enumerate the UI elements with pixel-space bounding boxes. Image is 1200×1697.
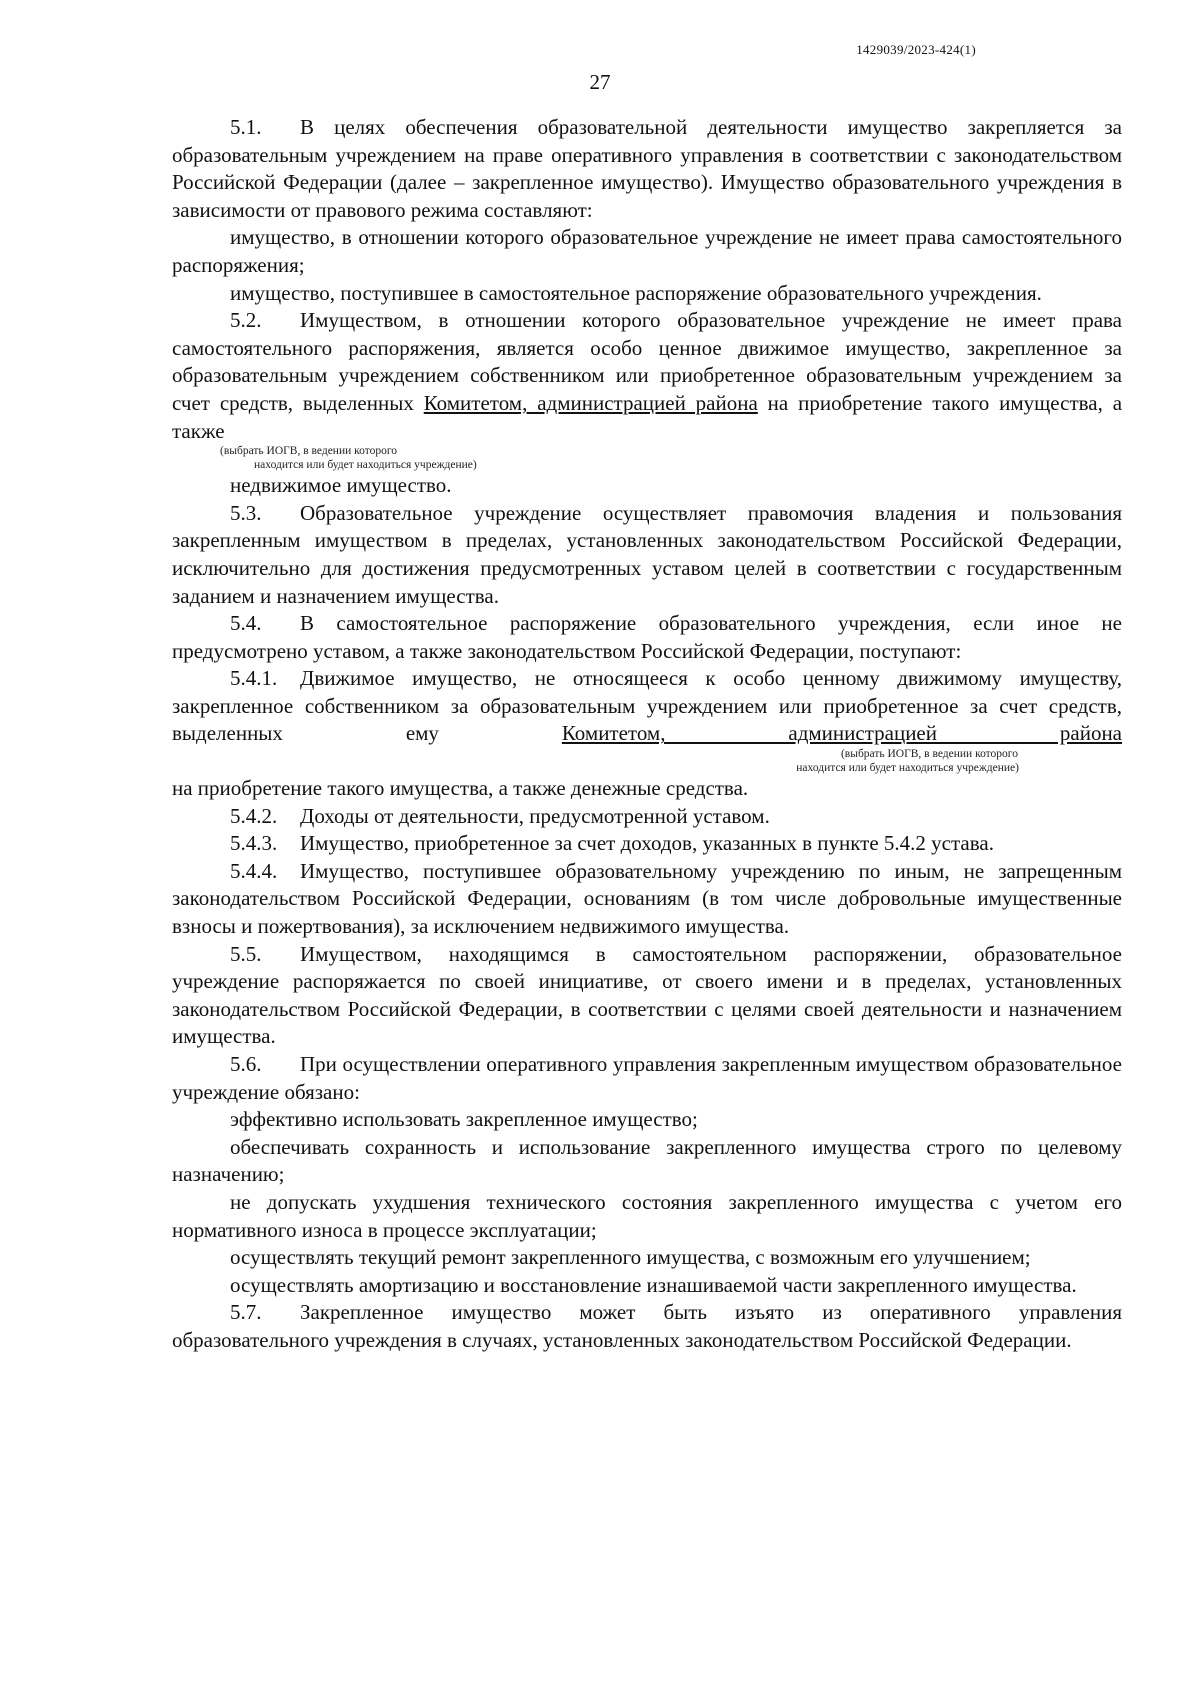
- clause-number: 5.5.: [230, 941, 262, 966]
- clause-number: 5.3.: [230, 500, 262, 525]
- paragraph-text: Доходы от деятельности, предусмотренной уставом.: [300, 803, 770, 828]
- hint-line: (выбрать ИОГВ, в ведении которого: [840, 748, 1018, 761]
- paragraph-5-4-1: [172, 665, 1122, 748]
- list-item: обеспечивать сохранность и использование закрепленного имущества строго по целевому назначению;: [172, 1134, 1122, 1187]
- clause-number: 5.4.1.: [230, 666, 278, 691]
- underlined-authority: Комитетом, администрацией района: [561, 721, 1123, 746]
- page-number: 27: [589, 70, 611, 94]
- clause-number: 5.6.: [230, 1052, 262, 1076]
- paragraph-text: Образовательное учреждение осуществляет правомочия владения и пользования закрепленным имуществом в пределах, установленных законодательством Российской Федерации, исключительно для достижения предусмотренных уставом целей в соответствии с государственным заданием и назначением имущества.: [172, 500, 1122, 608]
- hint-line: находится или будет находиться учреждение): [796, 762, 1019, 775]
- hint-line: находится или будет находиться учреждение): [254, 459, 477, 472]
- paragraph-text: Имущество, приобретенное за счет доходов, указанных в пункте 5.4.2 устава.: [300, 831, 994, 856]
- paragraph-5-4-4: [172, 858, 1122, 941]
- list-item: осуществлять текущий ремонт закрепленного имущества, с возможным его улучшением;: [230, 1245, 1031, 1270]
- clause-number: 5.2.: [230, 308, 262, 333]
- clause-number: 5.4.2.: [230, 803, 278, 828]
- paragraph-5-7: [172, 1299, 1122, 1354]
- footnote-hint: [172, 747, 1122, 775]
- paragraph-text: недвижимое имущество.: [230, 473, 452, 498]
- list-item: эффективно использовать закрепленное имущество;: [230, 1107, 698, 1132]
- document-number: 1429039/2023-424(1): [856, 42, 976, 57]
- list-item: не допускать ухудшения технического состояния закрепленного имущества с учетом его нормативного износа в процессе эксплуатации;: [172, 1189, 1122, 1242]
- paragraph-text: В самостоятельное распоряжение образовательного учреждения, если иное не предусмотрено уставом, а также законодательством Российской Федерации, поступают:: [172, 611, 1122, 663]
- underlined-authority: Комитетом, администрацией района: [423, 390, 758, 415]
- paragraph-5-4-3: [172, 830, 1122, 858]
- paragraph-text: В целях обеспечения образовательной деятельности имущество закрепляется за образовательным учреждением на праве оперативного управления в соответствии с законодательством Российской Федерации (далее – закрепленное имущество). Имущество образовательного учреждения в зависимости от правового режима составляют:: [172, 115, 1122, 222]
- paragraph-text: Имуществом, в отношении которого образовательное учреждение не имеет права самостоятельного распоряжения, является особо ценное движимое имущество, закрепленное за образовательным учреждением собственником или приобретенное образовательным учреждением за счет средств, выделенных: [172, 308, 1122, 415]
- paragraph-text: на приобретение такого имущества, а также: [172, 390, 1123, 443]
- paragraph-5-2: [172, 307, 1122, 445]
- clause-number: 5.1.: [230, 115, 262, 139]
- paragraph-text: на приобретение такого имущества, а также денежные средства.: [172, 776, 749, 801]
- list-item: имущество, поступившее в самостоятельное распоряжение образовательного учреждения.: [230, 280, 1042, 305]
- document-body: [172, 114, 1122, 1355]
- paragraph-text: Движимое имущество, не относящееся к особо ценному движимому имуществу, закрепленное собственником за образовательным учреждением или приобретенное за счет средств, выделенных ему: [172, 666, 1122, 746]
- paragraph-text: При осуществлении оперативного управления закрепленным имуществом образовательное учреждение обязано:: [172, 1052, 1122, 1104]
- clause-number: 5.4.: [230, 611, 262, 636]
- footnote-hint: [172, 444, 1122, 472]
- clause-number: 5.4.4.: [230, 858, 278, 883]
- paragraph-text: Имущество, поступившее образовательному учреждению по иным, не запрещенным законодательством Российской Федерации, основаниям (в том числе добровольные имущественные взносы и пожертвования), за исключением недвижимого имущества.: [172, 858, 1122, 939]
- paragraph-5-5: [172, 941, 1122, 1051]
- paragraph-5-4-2: [172, 803, 1122, 831]
- paragraph-5-6: [172, 1051, 1122, 1106]
- list-item: имущество, в отношении которого образовательное учреждение не имеет права самостоятельного распоряжения;: [172, 225, 1122, 277]
- clause-number: 5.4.3.: [230, 831, 278, 856]
- paragraph-5-1: [172, 114, 1122, 224]
- paragraph-text: Имуществом, находящимся в самостоятельном распоряжении, образовательное учреждение распоряжается по своей инициативе, от своего имени и в пределах, установленных законодательством Российской Федерации, в соответствии с целями своей деятельности и назначением имущества.: [172, 941, 1122, 1049]
- paragraph-text: Закрепленное имущество может быть изъято из оперативного управления образовательного учреждения в случаях, установленных законодательством Российской Федерации.: [172, 1300, 1122, 1352]
- hint-line: (выбрать ИОГВ, в ведении которого: [220, 445, 398, 458]
- clause-number: 5.7.: [230, 1300, 262, 1325]
- list-item: осуществлять амортизацию и восстановление изнашиваемой части закрепленного имущества.: [230, 1272, 1077, 1297]
- paragraph-5-3: [172, 500, 1122, 610]
- paragraph-5-4: [172, 610, 1122, 665]
